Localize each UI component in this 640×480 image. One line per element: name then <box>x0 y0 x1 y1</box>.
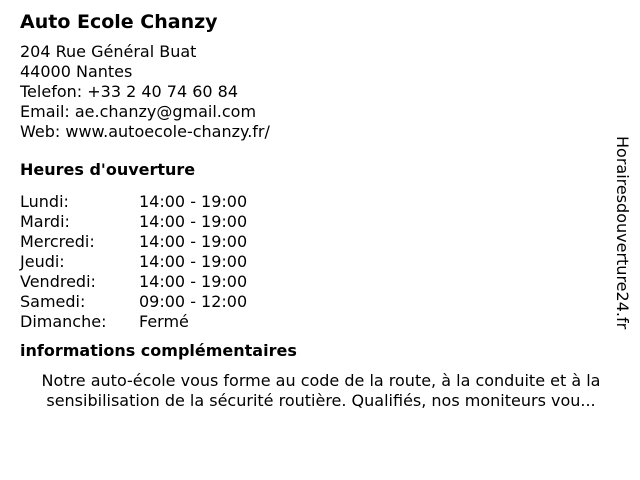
hours-row <box>20 292 610 312</box>
address-line-1: 204 Rue Général Buat <box>20 42 197 61</box>
email-text: Email: ae.chanzy@gmail.com <box>20 102 257 121</box>
additional-info-heading: informations complémentaires <box>20 341 297 360</box>
day-hours: 14:00 - 19:00 <box>139 192 248 211</box>
address-line-2: 44000 Nantes <box>20 62 133 81</box>
day-hours: 14:00 - 19:00 <box>139 232 248 251</box>
hours-row <box>20 232 610 252</box>
day-hours: 14:00 - 19:00 <box>139 212 248 231</box>
day-hours: 09:00 - 12:00 <box>139 292 248 311</box>
opening-hours-table <box>20 192 610 332</box>
hours-row <box>20 312 610 332</box>
phone-text: Telefon: +33 2 40 74 60 84 <box>20 82 239 101</box>
hours-row <box>20 192 610 212</box>
hours-row <box>20 252 610 272</box>
day-label: Vendredi: <box>20 272 96 291</box>
day-hours: 14:00 - 19:00 <box>139 272 248 291</box>
site-watermark: Horairesdouverture24.fr <box>613 136 632 330</box>
day-label: Mardi: <box>20 212 70 231</box>
website-text: Web: www.autoecole-chanzy.fr/ <box>20 122 270 141</box>
additional-info-text: Notre auto-école vous forme au code de la route, à la conduite et à la sensibilisation de la sécurité routière. Qualifiés, nos moniteurs vou... <box>41 371 601 410</box>
day-label: Lundi: <box>20 192 69 211</box>
hours-row <box>20 212 610 232</box>
hours-row <box>20 272 610 292</box>
day-label: Jeudi: <box>20 252 65 271</box>
opening-hours-heading: Heures d'ouverture <box>20 160 196 179</box>
day-label: Mercredi: <box>20 232 95 251</box>
day-hours: 14:00 - 19:00 <box>139 252 248 271</box>
business-card <box>20 10 610 411</box>
business-name: Auto Ecole Chanzy <box>20 11 218 33</box>
day-label: Dimanche: <box>20 312 107 331</box>
contact-block <box>20 42 610 142</box>
day-label: Samedi: <box>20 292 86 311</box>
day-hours: Fermé <box>139 312 189 331</box>
